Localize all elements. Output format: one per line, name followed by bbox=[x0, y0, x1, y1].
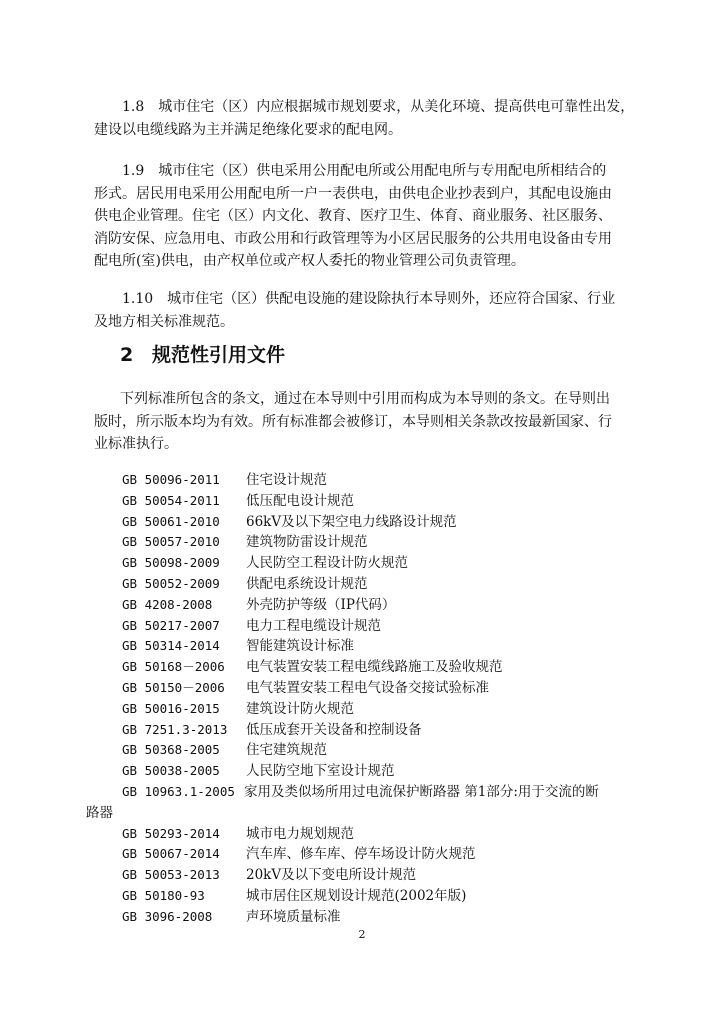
paragraph-line: 建设以电缆线路为主并满足绝缘化要求的配电网。 bbox=[94, 121, 402, 138]
intro-paragraph bbox=[94, 388, 634, 456]
standard-title: 家用及类似场所用过电流保护断路器 第1部分:用于交流的断 bbox=[244, 783, 599, 800]
standard-title: 低压配电设计规范 bbox=[246, 492, 354, 509]
paragraph-line: 形式。居民用电采用公用配电所一户一表供电，由供电企业抄表到户，其配电设施由 bbox=[94, 185, 612, 202]
paragraph-1-8 bbox=[94, 96, 634, 141]
standard-row bbox=[94, 595, 634, 616]
standard-code: GB 50098-2009 bbox=[122, 555, 220, 571]
standard-code: GB 50052-2009 bbox=[122, 575, 220, 591]
section-number: 2 bbox=[120, 344, 134, 366]
standard-code: GB 50057-2010 bbox=[122, 534, 220, 550]
standard-title: 住宅建筑规范 bbox=[246, 742, 327, 759]
standard-code: GB 50038-2005 bbox=[122, 763, 220, 779]
standard-title: 66kV及以下架空电力线路设计规范 bbox=[246, 513, 457, 530]
page-number: 2 bbox=[358, 928, 366, 941]
standard-code: GB 50053-2013 bbox=[122, 867, 220, 883]
standard-row bbox=[94, 470, 634, 491]
standard-row bbox=[94, 740, 634, 761]
standard-title: 住宅设计规范 bbox=[246, 472, 327, 488]
standard-row bbox=[86, 782, 634, 824]
paragraph-1-9 bbox=[94, 160, 634, 273]
standard-code: GB 50067-2014 bbox=[122, 846, 220, 862]
standard-title: 城市电力规划规范 bbox=[246, 825, 354, 842]
standard-code: GB 50168－2006 bbox=[122, 659, 225, 675]
standard-title: 电气装置安装工程电气设备交接试验标准 bbox=[246, 679, 489, 696]
standard-title: 声环境质量标准 bbox=[246, 908, 341, 925]
standard-row bbox=[94, 720, 634, 741]
standard-row bbox=[94, 824, 634, 845]
standard-row bbox=[94, 574, 634, 595]
standard-row bbox=[94, 532, 634, 553]
standard-row bbox=[94, 907, 634, 928]
standard-code: GB 50314-2014 bbox=[122, 638, 220, 654]
standard-title: 建筑设计防火规范 bbox=[246, 700, 354, 717]
paragraph-line: 1.10 城市住宅（区）供配电设施的建设除执行本导则外，还应符合国家、行业 bbox=[122, 291, 616, 307]
paragraph-line: 消防安保、应急用电、市政公用和行政管理等为小区居民服务的公共用电设备由专用 bbox=[94, 230, 612, 247]
section-heading bbox=[120, 341, 285, 369]
paragraph-line: 1.9 城市住宅（区）供电采用公用配电所或公用配电所与专用配电所相结合的 bbox=[122, 163, 607, 179]
standard-title: 20kV及以下变电所设计规范 bbox=[246, 867, 417, 884]
standard-code: GB 50180-93 bbox=[122, 887, 205, 903]
standard-code: GB 10963.1-2005 bbox=[122, 783, 235, 799]
standard-row bbox=[94, 657, 634, 678]
standard-title: 汽车库、修车库、停车场设计防火规范 bbox=[246, 846, 476, 863]
standard-title: 人民防空工程设计防火规范 bbox=[246, 555, 408, 572]
paragraph-line: 下列标准所包含的条文，通过在本导则中引用而构成为本导则的条文。在导则出 bbox=[120, 391, 610, 407]
standard-row bbox=[94, 886, 634, 907]
standard-row bbox=[94, 865, 634, 886]
standard-row bbox=[94, 512, 634, 533]
paragraph-1-10 bbox=[94, 288, 634, 333]
paragraph-line: 配电所(室)供电，由产权单位或产权人委托的物业管理公司负责管理。 bbox=[94, 253, 525, 269]
standard-code: GB 50293-2014 bbox=[122, 825, 220, 841]
paragraph-line: 版时，所示版本均为有效。所有标准都会被修订，本导则相关条款改按最新国家、行 bbox=[94, 413, 612, 430]
standard-code: GB 7251.3-2013 bbox=[122, 721, 228, 737]
paragraph-line: 业标准执行。 bbox=[94, 436, 178, 452]
standard-code: GB 50096-2011 bbox=[122, 472, 220, 487]
standard-title: 人民防空地下室设计规范 bbox=[246, 763, 395, 780]
standard-row bbox=[94, 636, 634, 657]
standard-code: GB 50368-2005 bbox=[122, 742, 220, 758]
standard-title: 电气装置安装工程电缆线路施工及验收规范 bbox=[246, 659, 503, 676]
section-title: 规范性引用文件 bbox=[152, 344, 286, 366]
standard-title: 外壳防护等级（IP代码） bbox=[246, 596, 396, 613]
standard-code: GB 50016-2015 bbox=[122, 700, 220, 716]
paragraph-line: 1.8 城市住宅（区）内应根据城市规划要求，从美化环境、提高供电可靠性出发， bbox=[122, 99, 635, 115]
standard-title-continuation: 路器 bbox=[86, 804, 113, 821]
standard-title: 供配电系统设计规范 bbox=[246, 575, 368, 592]
standard-row bbox=[94, 678, 634, 699]
standard-row bbox=[94, 699, 634, 720]
paragraph-line: 供电企业管理。住宅（区）内文化、教育、医疗卫生、体育、商业服务、社区服务、 bbox=[94, 208, 612, 224]
standard-title: 城市居住区规划设计规范(2002年版) bbox=[246, 887, 467, 904]
standard-title: 电力工程电缆设计规范 bbox=[246, 617, 381, 634]
standard-code: GB 50217-2007 bbox=[122, 617, 220, 633]
paragraph-line: 及地方相关标准规范。 bbox=[94, 313, 234, 330]
standard-row bbox=[94, 491, 634, 512]
standard-code: GB 50150－2006 bbox=[122, 679, 225, 695]
standard-code: GB 3096-2008 bbox=[122, 908, 213, 924]
standard-row bbox=[94, 553, 634, 574]
standard-title: 低压成套开关设备和控制设备 bbox=[246, 721, 422, 738]
standard-title: 智能建筑设计标准 bbox=[246, 638, 354, 655]
standard-row bbox=[94, 616, 634, 637]
standard-row bbox=[94, 761, 634, 782]
standard-code: GB 4208-2008 bbox=[122, 596, 213, 612]
standard-row bbox=[94, 844, 634, 865]
standards-list bbox=[86, 470, 634, 928]
standard-code: GB 50061-2010 bbox=[122, 513, 220, 529]
standard-title: 建筑物防雷设计规范 bbox=[246, 534, 368, 551]
standard-code: GB 50054-2011 bbox=[122, 492, 220, 508]
